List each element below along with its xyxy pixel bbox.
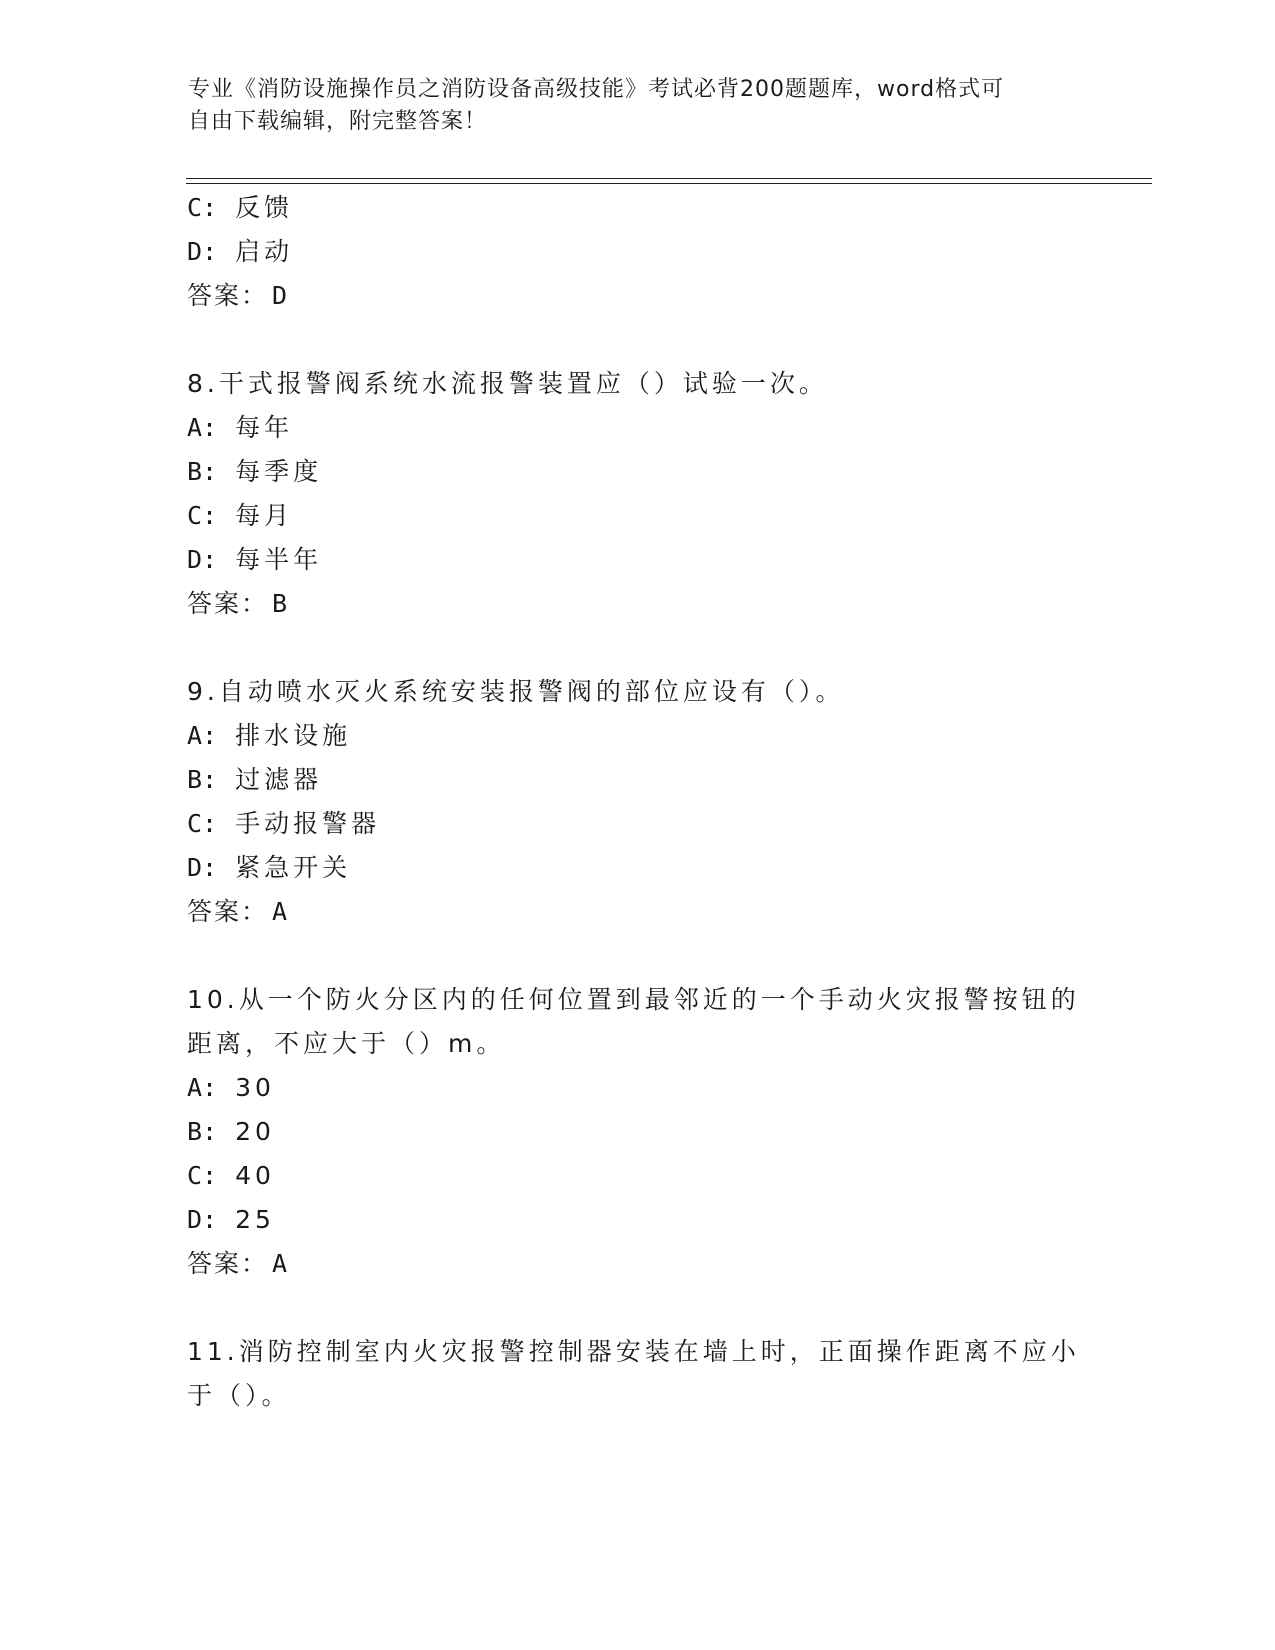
option-key: B: <box>187 765 218 794</box>
question-10-text-line-2: 距离，不应大于（）m。 <box>187 1029 506 1058</box>
option-key: D: <box>187 853 218 882</box>
option-text: 40 <box>235 1161 275 1190</box>
option-text: 每月 <box>235 501 294 530</box>
option-text: 紧急开关 <box>235 853 352 882</box>
option-text: 反馈 <box>235 193 294 222</box>
answer-line <box>187 587 287 621</box>
option-c <box>187 191 293 225</box>
option-c <box>187 499 293 533</box>
option-d <box>187 235 293 269</box>
option-c <box>187 807 380 841</box>
option-text: 每年 <box>235 413 294 442</box>
option-key: A: <box>187 721 218 750</box>
option-text: 20 <box>235 1117 275 1146</box>
option-a <box>187 411 293 445</box>
header-divider-top <box>186 178 1152 179</box>
option-a <box>187 1071 275 1105</box>
question-11-text-line-2: 于（）。 <box>187 1381 291 1410</box>
option-text: 25 <box>235 1205 275 1234</box>
option-text: 过滤器 <box>235 765 323 794</box>
option-text: 手动报警器 <box>235 809 381 838</box>
option-text: 排水设施 <box>235 721 352 750</box>
answer-label: 答案： <box>187 897 269 926</box>
option-text: 每季度 <box>235 457 323 486</box>
option-d <box>187 851 351 885</box>
option-text: 每半年 <box>235 545 323 574</box>
answer-value: A <box>272 897 288 926</box>
option-key: B: <box>187 457 218 486</box>
option-key: D: <box>187 545 218 574</box>
option-key: C: <box>187 809 218 838</box>
option-b <box>187 455 322 489</box>
option-text: 30 <box>235 1073 275 1102</box>
option-a <box>187 719 351 753</box>
answer-line <box>187 895 287 929</box>
option-key: D: <box>187 237 218 266</box>
option-c <box>187 1159 275 1193</box>
answer-value: D <box>272 281 288 310</box>
answer-line <box>187 1247 287 1281</box>
answer-value: B <box>272 589 288 618</box>
answer-line <box>187 279 287 313</box>
answer-label: 答案： <box>187 281 269 310</box>
option-d <box>187 543 322 577</box>
header-divider-bottom <box>186 183 1152 184</box>
option-d <box>187 1203 275 1237</box>
option-b <box>187 763 322 797</box>
option-key: C: <box>187 501 218 530</box>
option-key: B: <box>187 1117 218 1146</box>
option-key: C: <box>187 1161 218 1190</box>
question-9-text: 9.自动喷水灭火系统安装报警阀的部位应设有（）。 <box>187 677 845 706</box>
option-b <box>187 1115 275 1149</box>
question-8-text: 8.干式报警阀系统水流报警装置应（）试验一次。 <box>187 369 828 398</box>
answer-label: 答案： <box>187 589 269 618</box>
option-key: A: <box>187 1073 218 1102</box>
question-10-text-line-1: 10.从一个防火分区内的任何位置到最邻近的一个手动火灾报警按钮的 <box>187 985 1080 1014</box>
answer-label: 答案： <box>187 1249 269 1278</box>
question-11-text-line-1: 11.消防控制室内火灾报警控制器安装在墙上时，正面操作距离不应小 <box>187 1337 1080 1366</box>
option-key: C: <box>187 193 218 222</box>
document-header <box>188 74 1068 138</box>
option-key: A: <box>187 413 218 442</box>
header-line-1: 专业《消防设施操作员之消防设备高级技能》考试必背200题题库，word格式可 <box>188 77 1005 102</box>
header-line-2: 自由下载编辑，附完整答案！ <box>188 109 488 134</box>
option-text: 启动 <box>235 237 294 266</box>
option-key: D: <box>187 1205 218 1234</box>
answer-value: A <box>272 1249 288 1278</box>
